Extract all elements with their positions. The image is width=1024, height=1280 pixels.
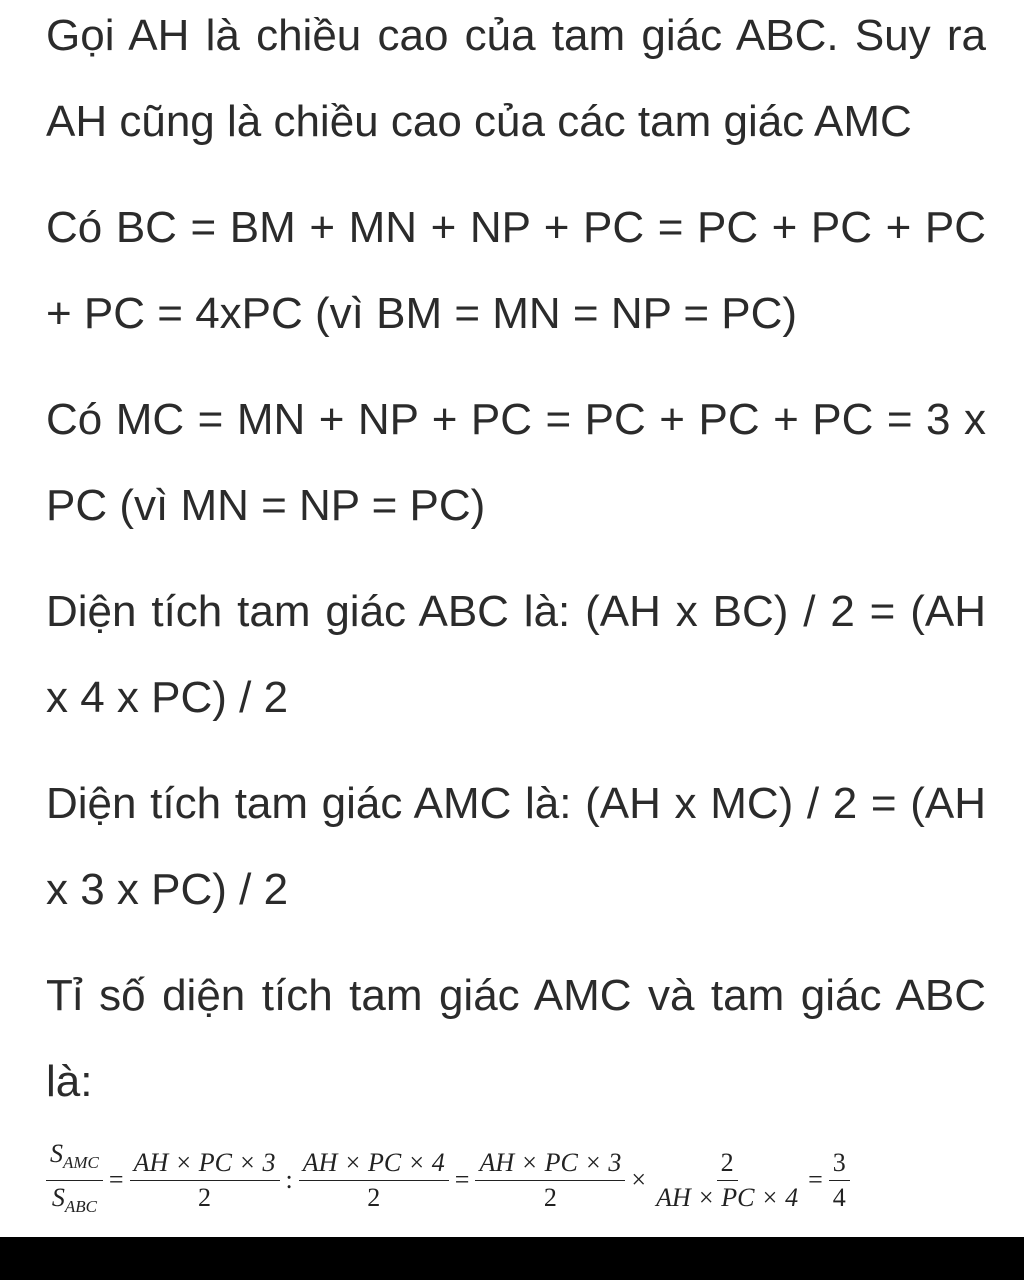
- fraction-reciprocal: [652, 1146, 802, 1215]
- fraction-numerator: 2: [717, 1146, 738, 1181]
- fraction-denominator: 2: [367, 1182, 381, 1212]
- fraction-numerator: 3: [829, 1146, 850, 1181]
- ratio-formula: [46, 1140, 991, 1220]
- fraction-numerator: AH × PC × 3: [130, 1146, 280, 1181]
- subscript-abc: ABC: [64, 1196, 97, 1216]
- area-symbol: S: [51, 1182, 65, 1212]
- paragraph-area-amc: Diện tích tam giác AMC là: (AH x MC) / 2 = (AH x 3 x PC) / 2: [46, 779, 986, 914]
- fraction-area-amc: [130, 1146, 280, 1215]
- fraction-denominator: AH × PC × 4: [656, 1182, 799, 1212]
- paragraph-height-definition: Gọi AH là chiều cao của tam giác ABC. Suy ra AH cũng là chiều cao của các tam giác AMC: [46, 11, 986, 146]
- times-sign: ×: [631, 1165, 647, 1194]
- equals-sign: =: [454, 1165, 470, 1194]
- fraction-denominator: 2: [198, 1182, 212, 1212]
- fraction-numerator: AH × PC × 3: [475, 1146, 625, 1181]
- fraction-numerator: [46, 1137, 103, 1181]
- fraction-result: [829, 1146, 850, 1215]
- fraction-area-amc-repeat: [475, 1146, 625, 1215]
- fraction-denominator: 2: [543, 1182, 557, 1212]
- subscript-amc: AMC: [63, 1152, 99, 1172]
- fraction-s-ratio: [46, 1137, 103, 1224]
- paragraph-bc-length: Có BC = BM + MN + NP + PC = PC + PC + PC + PC = 4xPC (vì BM = MN = NP = PC): [46, 203, 986, 338]
- equals-sign: =: [108, 1165, 124, 1194]
- equals-sign: =: [808, 1165, 823, 1194]
- area-symbol: S: [50, 1138, 63, 1168]
- paragraph-area-abc: Diện tích tam giác ABC là: (AH x BC) / 2 = (AH x 4 x PC) / 2: [46, 587, 986, 722]
- fraction-area-abc: [299, 1146, 449, 1215]
- paragraph-ratio-intro: Tỉ số diện tích tam giác AMC và tam giác ABC là:: [46, 971, 986, 1106]
- paragraph-mc-length: Có MC = MN + NP + PC = PC + PC + PC = 3 x PC (vì MN = NP = PC): [46, 395, 986, 530]
- bottom-black-bar: [0, 1237, 1024, 1280]
- fraction-denominator: 4: [832, 1182, 846, 1212]
- fraction-denominator: [48, 1181, 101, 1224]
- divide-sign: :: [285, 1165, 293, 1194]
- fraction-numerator: AH × PC × 4: [299, 1146, 449, 1181]
- solution-text: [46, 0, 986, 1125]
